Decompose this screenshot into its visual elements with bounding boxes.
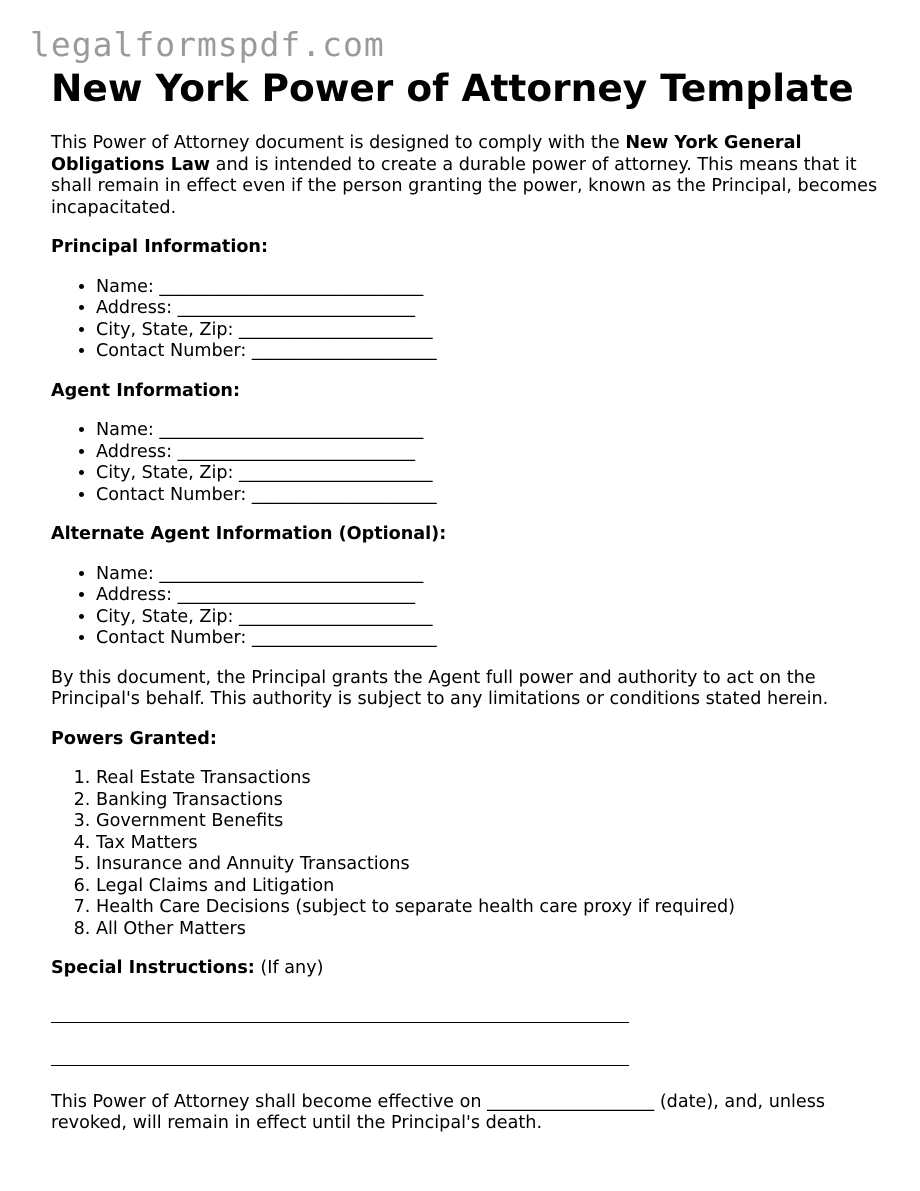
- power-item: 4. Tax Matters: [96, 833, 881, 855]
- intro-text-after: and is intended to create a durable power of attorney. This means that it shall remain in effect even if the person granting the power, known as the Principal, becomes incapacitated.: [51, 154, 878, 218]
- intro-paragraph: [51, 133, 881, 219]
- principal-heading: Principal Information:: [51, 237, 268, 257]
- agent-name-field: • Name: ______________________________: [96, 420, 881, 442]
- alternate-agent-city-field: • City, State, Zip: ______________________: [96, 607, 881, 629]
- intro-text-before: This Power of Attorney document is designed to comply with the: [51, 133, 626, 153]
- principal-city-field: • City, State, Zip: ______________________: [96, 320, 881, 342]
- powers-list: [51, 768, 881, 940]
- document-body: [51, 66, 881, 1135]
- power-item: 2. Banking Transactions: [96, 790, 881, 812]
- intro-law-name: New York General Obligations Law: [51, 133, 802, 175]
- alternate-agent-name-field: • Name: ______________________________: [96, 564, 881, 586]
- power-item: 3. Government Benefits: [96, 811, 881, 833]
- alternate-agent-address-field: • Address: ___________________________: [96, 585, 881, 607]
- power-item: 5. Insurance and Annuity Transactions: [96, 854, 881, 876]
- special-instructions-note: (If any): [254, 958, 324, 978]
- powers-heading: Powers Granted:: [51, 728, 217, 749]
- power-item: 6. Legal Claims and Litigation: [96, 876, 881, 898]
- page-title: New York Power of Attorney Template: [51, 66, 854, 110]
- instructions-line-1: [51, 1022, 629, 1023]
- principal-name-field: • Name: ______________________________: [96, 277, 881, 299]
- agent-fields: [51, 420, 881, 506]
- special-instructions: [51, 958, 881, 980]
- agent-contact-field: • Contact Number: _____________________: [96, 485, 881, 507]
- principal-address-field: • Address: ___________________________: [96, 298, 881, 320]
- agent-address-field: • Address: ___________________________: [96, 442, 881, 464]
- watermark: legalformspdf.com: [30, 25, 385, 64]
- power-item: 1. Real Estate Transactions: [96, 768, 881, 790]
- instructions-line-2: [51, 1065, 629, 1066]
- alternate-agent-fields: [51, 564, 881, 650]
- special-instructions-heading: Special Instructions:: [51, 958, 255, 978]
- alternate-agent-contact-field: • Contact Number: _____________________: [96, 628, 881, 650]
- principal-contact-field: • Contact Number: _____________________: [96, 341, 881, 363]
- power-item: 7. Health Care Decisions (subject to separate health care proxy if required): [96, 897, 881, 919]
- agent-city-field: • City, State, Zip: ______________________: [96, 463, 881, 485]
- alternate-agent-heading: Alternate Agent Information (Optional):: [51, 524, 447, 544]
- effective-statement: This Power of Attorney shall become effective on ___________________ (date), and, unless revoked, will remain in effect until the Principal's death.: [51, 1091, 826, 1133]
- principal-fields: [51, 277, 881, 363]
- agent-heading: Agent Information:: [51, 380, 240, 401]
- power-item: 8. All Other Matters: [96, 919, 881, 941]
- grant-statement: By this document, the Principal grants the Agent full power and authority to act on the Principal's behalf. This authority is subject to any limitations or conditions stated herein.: [51, 667, 829, 709]
